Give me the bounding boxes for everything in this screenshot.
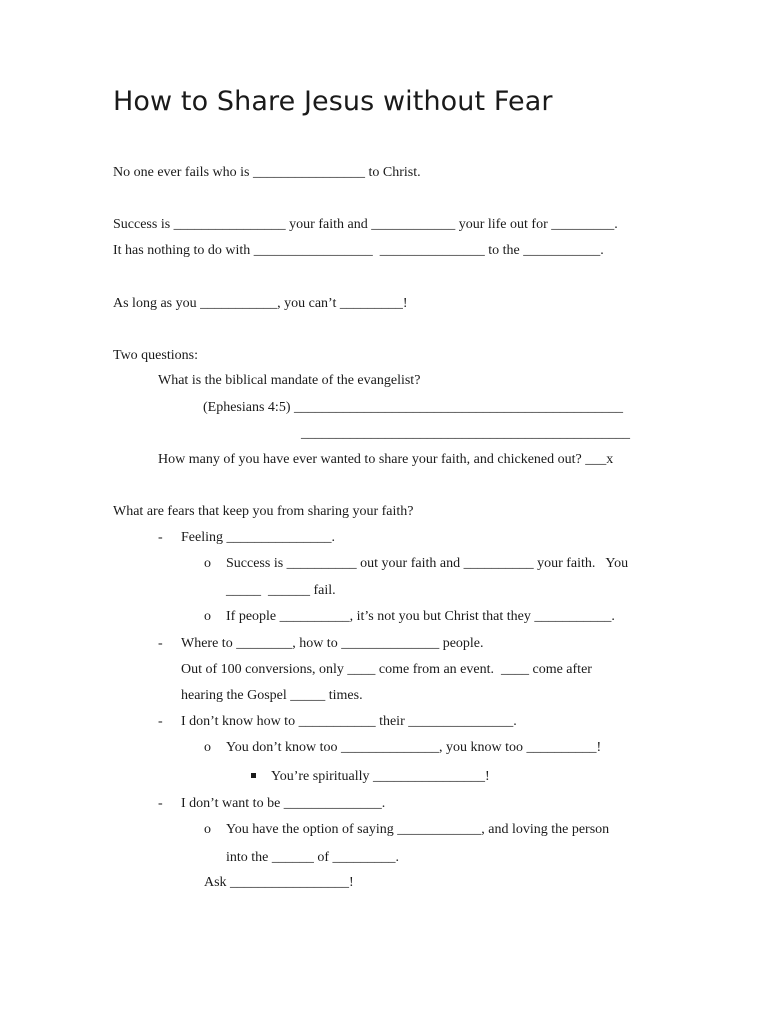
two-questions-heading: Two questions:: [113, 348, 198, 363]
dash-bullet: -: [158, 714, 163, 729]
sub-item-option: You have the option of saying ____________, and loving the person: [226, 822, 610, 837]
dash-bullet: -: [158, 636, 163, 651]
sub-item-success-cont: _____ ______ fail.: [226, 583, 336, 598]
fear-item-where-to: Where to ________, how to ______________ people.: [181, 636, 484, 651]
ephesians-line: (Ephesians 4:5) _______________________________________________: [203, 400, 623, 415]
sub-item-dont-know-too: You don’t know too ______________, you know too __________!: [226, 740, 602, 755]
question-one: What is the biblical mandate of the evangelist?: [158, 373, 421, 388]
square-bullet-icon: [251, 773, 256, 778]
fear-item-feeling: Feeling _______________.: [181, 530, 335, 545]
dash-bullet: -: [158, 796, 163, 811]
dash-bullet: -: [158, 530, 163, 545]
conversions-line-cont: hearing the Gospel _____ times.: [181, 688, 363, 703]
conversions-line: Out of 100 conversions, only ____ come from an event. ____ come after: [181, 662, 592, 677]
circle-bullet: o: [204, 556, 211, 571]
success-line: Success is ________________ your faith and ____________ your life out for _________.: [113, 217, 618, 232]
fears-heading: What are fears that keep you from sharing your faith?: [113, 504, 414, 519]
fear-item-dont-know-how: I don’t know how to ___________ their _______________.: [181, 714, 517, 729]
intro-line: No one ever fails who is ________________ to Christ.: [113, 165, 421, 180]
as-long-as-line: As long as you ___________, you can’t _________!: [113, 296, 408, 311]
nothing-to-do-line: It has nothing to do with _________________ _______________ to the ___________.: [113, 243, 604, 258]
sub-item-success: Success is __________ out your faith and __________ your faith. You: [226, 556, 629, 571]
circle-bullet: o: [204, 822, 211, 837]
circle-bullet: o: [204, 609, 211, 624]
sub-item-if-people: If people __________, it’s not you but Christ that they ___________.: [226, 609, 615, 624]
page-title: How to Share Jesus without Fear: [113, 86, 553, 117]
ask-line: Ask _________________!: [204, 875, 354, 890]
fear-item-dont-want: I don’t want to be ______________.: [181, 796, 386, 811]
circle-bullet: o: [204, 740, 211, 755]
sub-sub-item-spiritually: You’re spiritually ________________!: [271, 769, 490, 784]
blank-line: _______________________________________________: [301, 426, 630, 441]
sub-item-option-cont: into the ______ of _________.: [226, 850, 400, 865]
question-two: How many of you have ever wanted to share your faith, and chickened out? ___x: [158, 452, 614, 467]
